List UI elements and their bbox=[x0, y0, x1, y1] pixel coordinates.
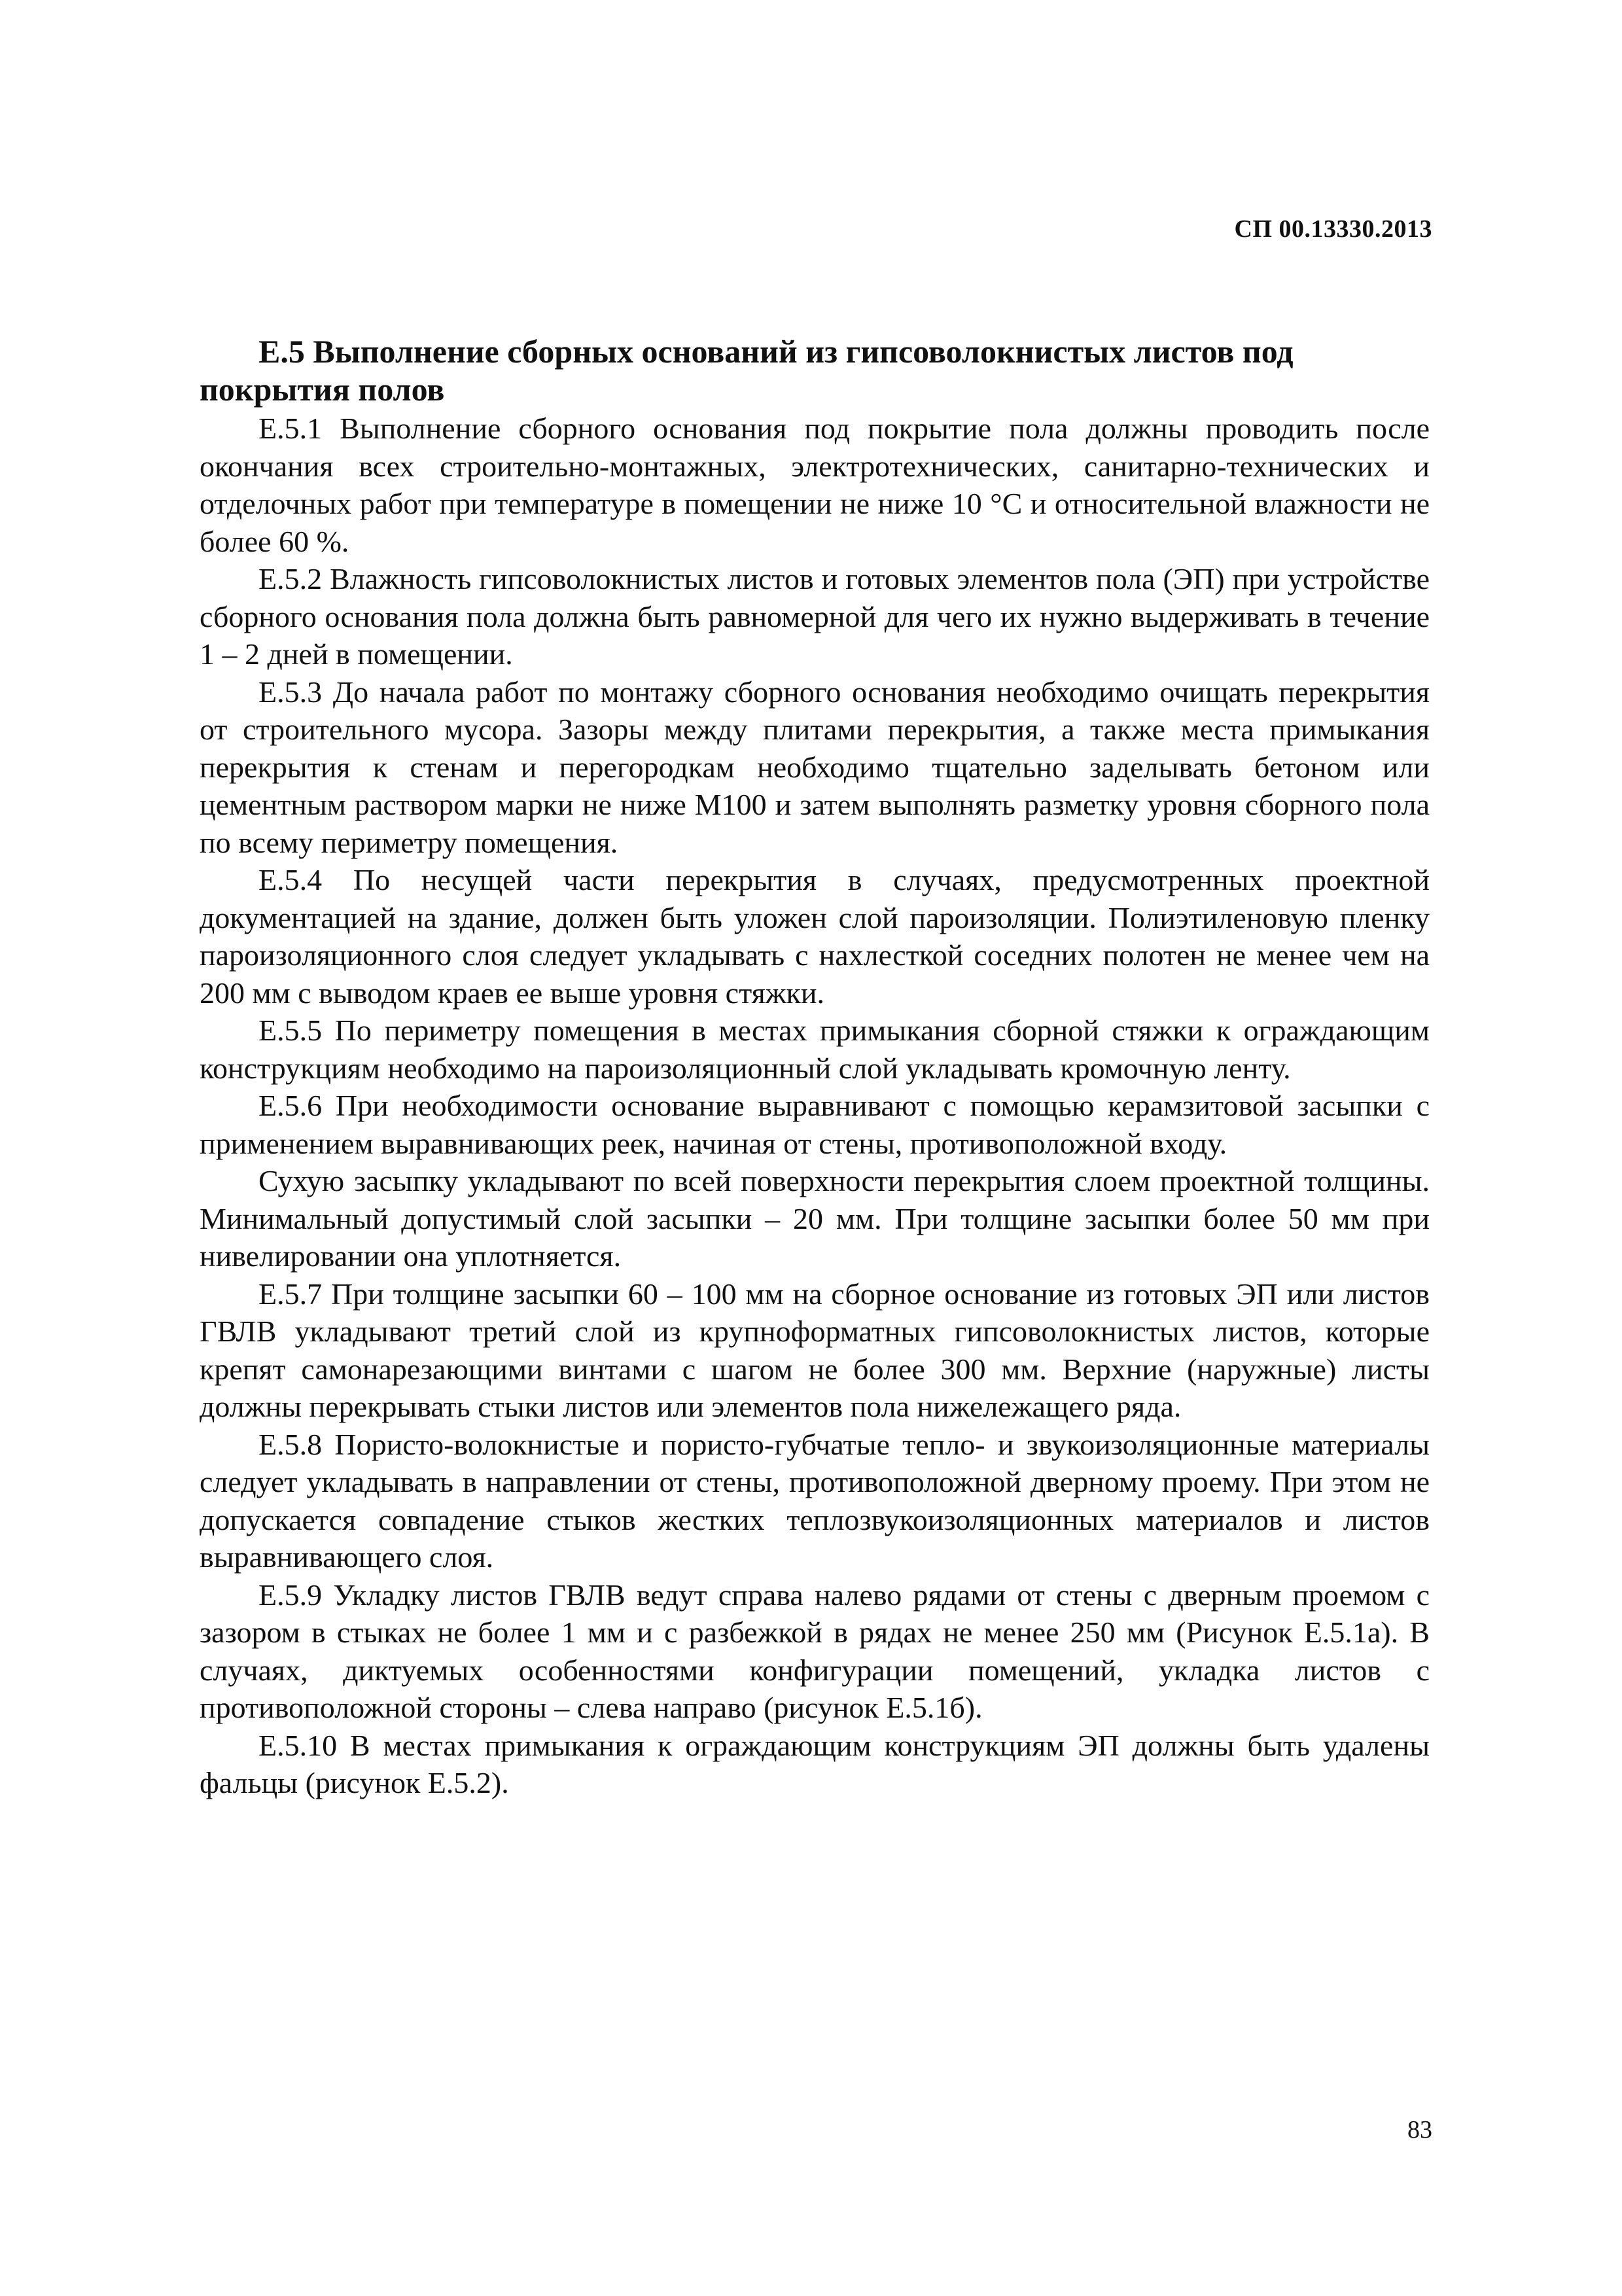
paragraph-e-5-10: Е.5.10 В местах примыкания к ограждающим конструкциям ЭП должны быть удалены фальцы (рисунок Е.5.2). bbox=[200, 1728, 1430, 1799]
paragraph-e-5-1: Е.5.1 Выполнение сборного основания под покрытие пола должны проводить после окончания всех строительно-монтажных, электротехнических, санитарно-технических и отделочных работ при температуре в помещении не ниже 10 °С и относительной влажности не более 60 %. bbox=[200, 412, 1430, 558]
paragraph-e-5-9: Е.5.9 Укладку листов ГВЛВ ведут справа налево рядами от стены с дверным проемом с зазором в стыках не более 1 мм и с разбежкой в рядах не менее 250 мм (Рисунок Е.5.1а). В случаях, диктуемых особенностями конфигурации помещений, укладка листов с противоположной стороны – слева направо (рисунок Е.5.1б). bbox=[200, 1578, 1430, 1724]
section-title: Е.5 Выполнение сборных оснований из гипсоволокнистых листов под покрытия полов bbox=[200, 333, 1294, 408]
paragraph-dry-backfill: Сухую засыпку укладывают по всей поверхности перекрытия слоем проектной толщины. Минимальный допустимый слой засыпки – 20 мм. При толщине засыпки более 50 мм при нивелировании она уплотняется. bbox=[200, 1164, 1430, 1273]
paragraph-e-5-6: Е.5.6 При необходимости основание выравнивают с помощью керамзитовой засыпки с применением выравнивающих реек, начиная от стены, противоположной входу. bbox=[200, 1089, 1430, 1160]
paragraph-e-5-4: Е.5.4 По несущей части перекрытия в случаях, предусмотренных проектной документацией на здание, должен быть уложен слой пароизоляции. Полиэтиленовую пленку пароизоляционного слоя следует укладывать с нахлесткой соседних полотен не менее чем на 200 мм с выводом краев ее выше уровня стяжки. bbox=[200, 863, 1430, 1010]
document-code-header: СП 00.13330.2013 bbox=[1234, 215, 1432, 243]
paragraph-e-5-3: Е.5.3 До начала работ по монтажу сборного основания необходимо очищать перекрытия от строительного мусора. Зазоры между плитами перекрытия, а также места примыкания перекрытия к стенам и перегородкам необходимо тщательно заделывать бетоном или цементным раствором марки не ниже М100 и затем выполнять разметку уровня сборного пола по всему периметру помещения. bbox=[200, 675, 1430, 859]
paragraph-e-5-7: Е.5.7 При толщине засыпки 60 – 100 мм на сборное основание из готовых ЭП или листов ГВЛВ укладывают третий слой из крупноформатных гипсоволокнистых листов, которые крепят самонарезающими винтами с шагом не более 300 мм. Верхние (наружные) листы должны перекрывать стыки листов или элементов пола нижележащего ряда. bbox=[200, 1277, 1430, 1423]
paragraph-e-5-5: Е.5.5 По периметру помещения в местах примыкания сборной стяжки к ограждающим конструкциям необходимо на пароизоляционный слой укладывать кромочную ленту. bbox=[200, 1014, 1430, 1085]
paragraph-e-5-2: Е.5.2 Влажность гипсоволокнистых листов и готовых элементов пола (ЭП) при устройстве сборного основания пола должна быть равномерной для чего их нужно выдерживать в течение 1 – 2 дней в помещении. bbox=[200, 562, 1430, 671]
section-content bbox=[200, 332, 1430, 1802]
page-number: 83 bbox=[1407, 2116, 1432, 2144]
paragraph-e-5-8: Е.5.8 Пористо-волокнистые и пористо-губчатые тепло- и звукоизоляционные материалы следует укладывать в направлении от стены, противоположной дверному проему. При этом не допускается совпадение стыков жестких теплозвукоизоляционных материалов и листов выравнивающего слоя. bbox=[200, 1427, 1430, 1574]
